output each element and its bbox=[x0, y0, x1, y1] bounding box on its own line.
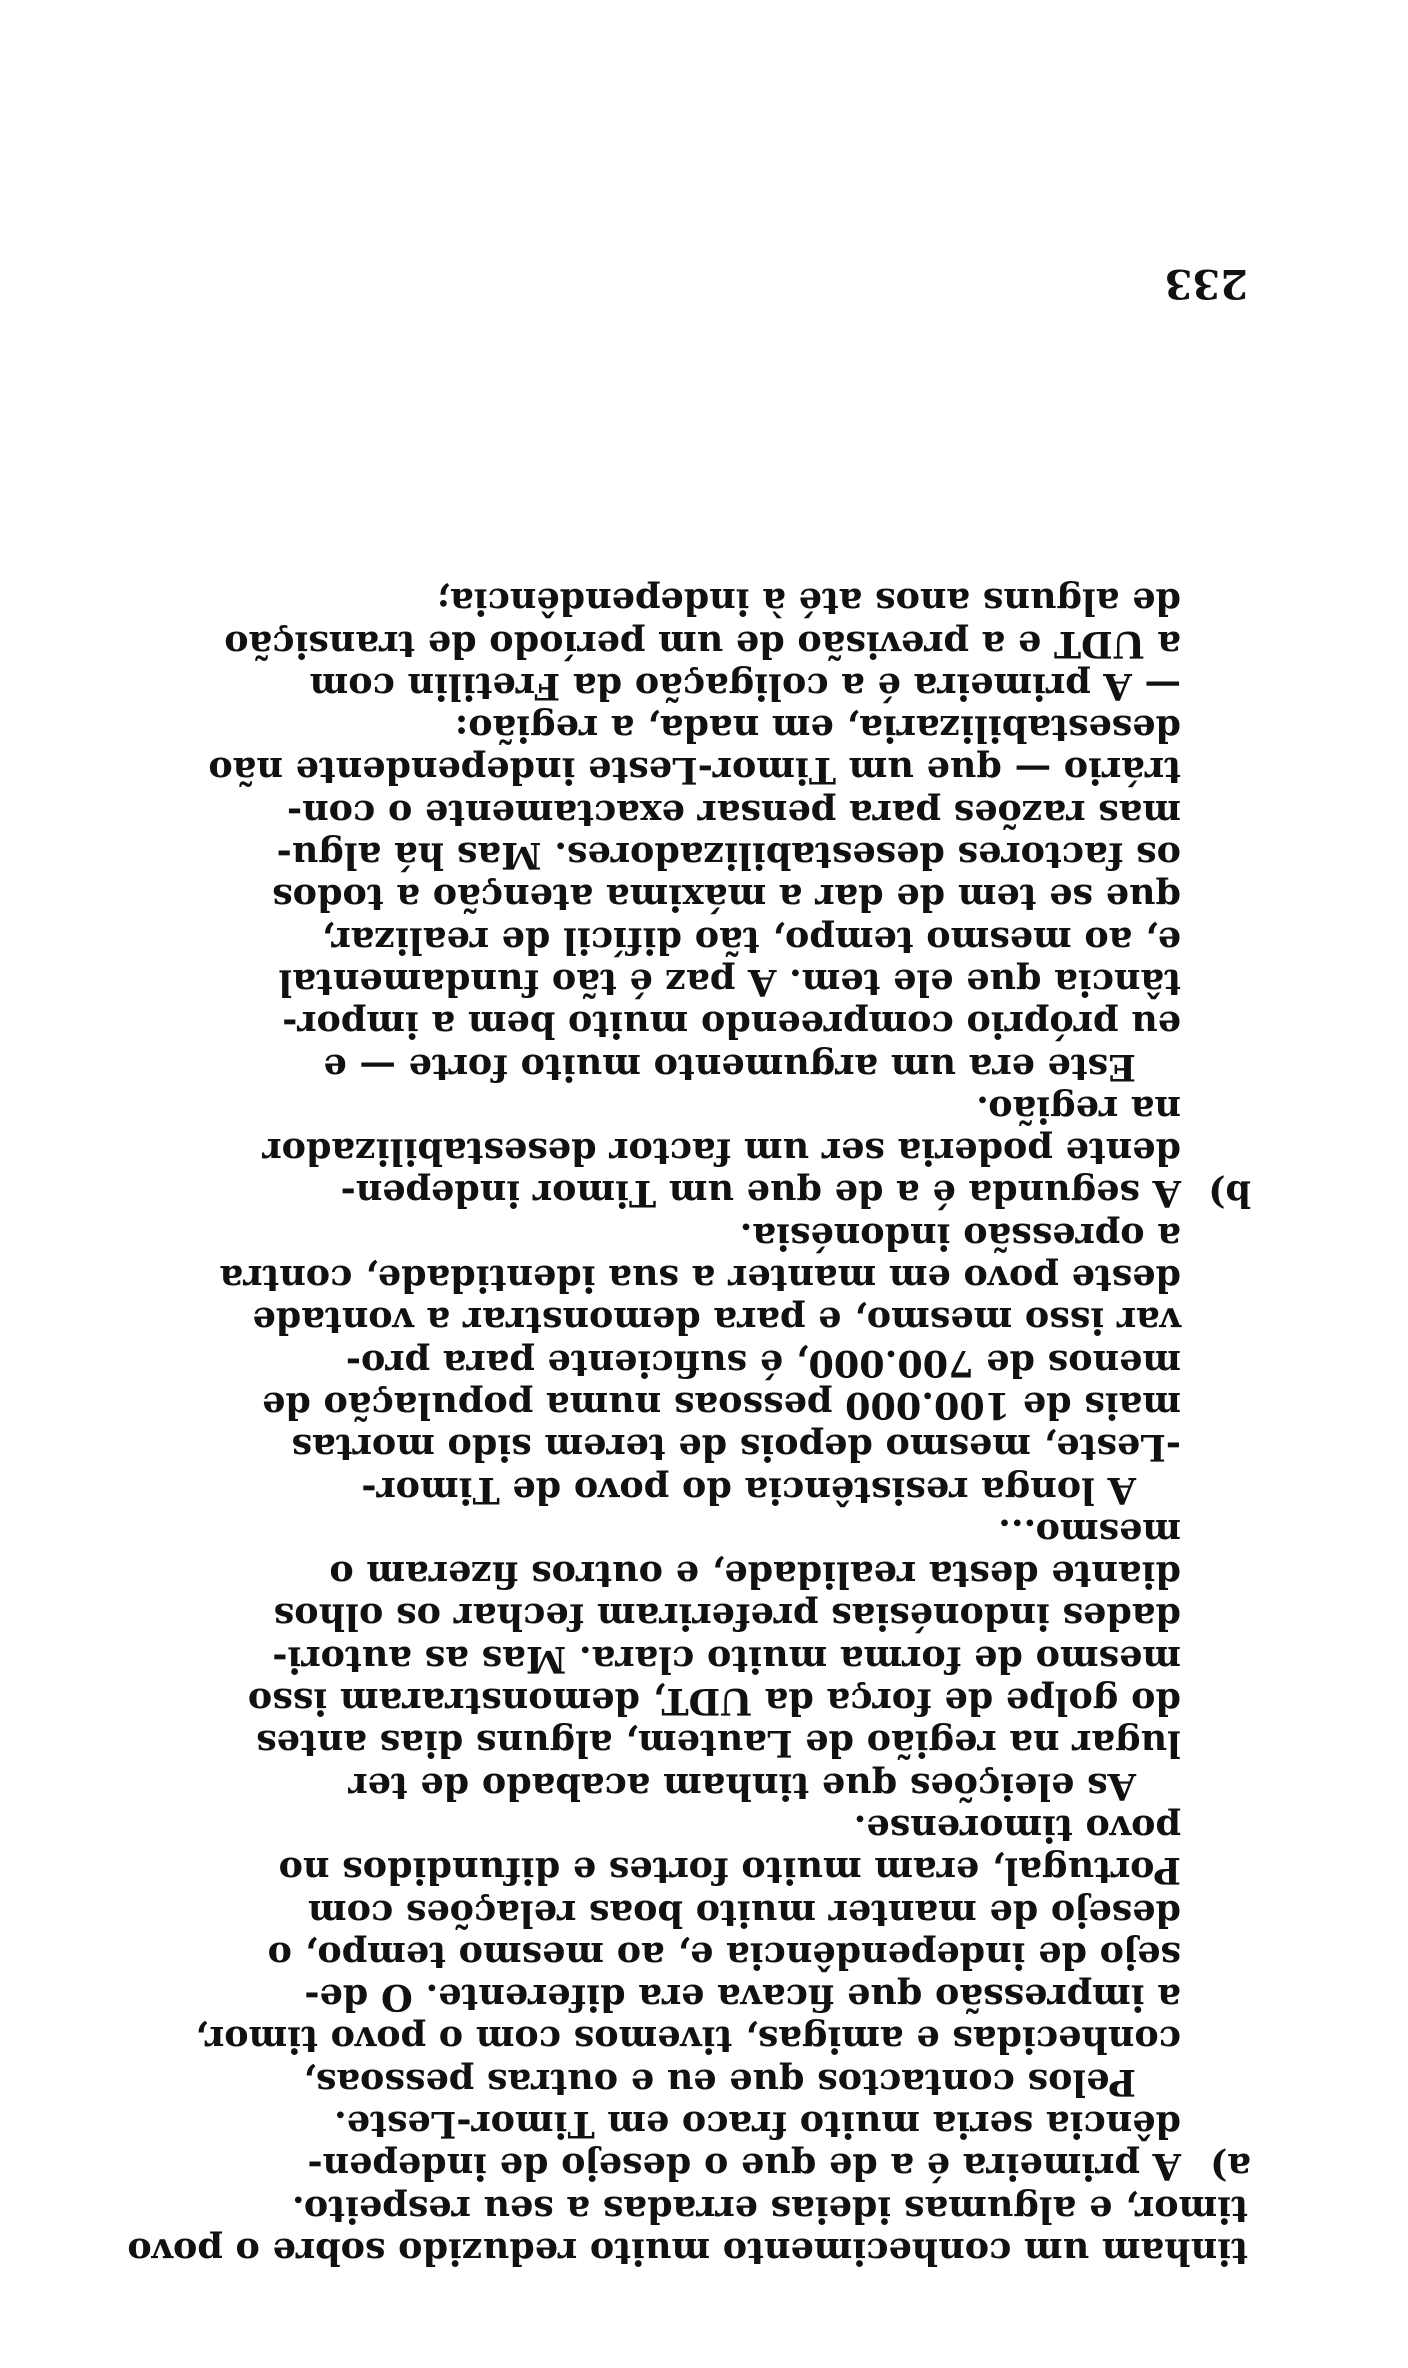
text-line bbox=[292, 1426, 1248, 1468]
page-number: 233 bbox=[1164, 260, 1248, 307]
text-line bbox=[195, 2018, 1248, 2060]
text-line-content: lugar na região de Lautem, alguns dias antes bbox=[256, 1722, 1181, 1766]
text-line bbox=[277, 834, 1248, 876]
text-line bbox=[324, 1045, 1249, 1087]
text-line bbox=[127, 2230, 1248, 2272]
text-line-content: mesmo de forma muito clara. Mas as autori- bbox=[272, 1637, 1181, 1681]
text-line bbox=[282, 1003, 1248, 1045]
text-line bbox=[334, 2103, 1248, 2145]
text-line-content: povo timorense. bbox=[853, 1807, 1181, 1850]
text-line-content: diante desta realidade, e outros fizeram o bbox=[329, 1553, 1181, 1597]
text-line bbox=[307, 2145, 1251, 2189]
text-line-content: dente poderia ser um factor desestabilizador bbox=[262, 1130, 1181, 1174]
text-line-content: eu próprio compreendo muito bem a impor- bbox=[282, 1003, 1181, 1047]
text-line bbox=[208, 749, 1248, 791]
text-line-content: a UDT e a previsão de um período de transição bbox=[224, 622, 1181, 666]
text-line bbox=[303, 2061, 1248, 2103]
text-line-content: e, ao mesmo tempo, tão difícil de realizar, bbox=[321, 918, 1181, 962]
text-line bbox=[279, 961, 1248, 1003]
text-line-content: mesmo... bbox=[998, 1510, 1181, 1554]
text-line-content: a impressão que ficava era diferente. O de- bbox=[304, 1976, 1181, 2020]
text-line bbox=[220, 1257, 1248, 1299]
text-line bbox=[321, 918, 1248, 960]
text-line-content: desestabilizaria, em nada, a região: bbox=[454, 707, 1181, 751]
text-line-content: dência seria muito fraco em Timor-Leste. bbox=[334, 2103, 1181, 2147]
text-line-content: desejo de manter muito boas relações com bbox=[308, 1891, 1181, 1935]
text-line bbox=[361, 1468, 1248, 1510]
text-line-content: mas razões para pensar exactamente o con- bbox=[287, 791, 1181, 835]
text-line-content: tinham um conhecimento muito reduzido sobre o povo bbox=[127, 2230, 1248, 2273]
text-line bbox=[279, 1849, 1248, 1891]
text-line-content: var isso mesmo, e para demonstrar a vontade bbox=[252, 1299, 1181, 1343]
text-line-content: deste povo em manter a sua identidade, contra bbox=[219, 1257, 1181, 1301]
text-line-content: do golpe de força da UDT, demonstraram isso bbox=[247, 1680, 1181, 1724]
text-line bbox=[346, 1341, 1248, 1383]
text-line-content: conhecidas e amigas, tivemos com o povo timor, bbox=[194, 2018, 1181, 2062]
text-line bbox=[292, 2187, 1248, 2229]
text-line-content: Este era um argumento muito forte — e bbox=[323, 1045, 1136, 1089]
text-line-content: mais de 100.000 pessoas numa população de bbox=[262, 1384, 1181, 1427]
text-line-content: A primeira é a de que o desejo de indepen- bbox=[307, 2145, 1181, 2189]
text-line bbox=[262, 1130, 1248, 1172]
text-line bbox=[437, 580, 1248, 622]
text-line bbox=[272, 1638, 1248, 1680]
text-line bbox=[268, 1934, 1248, 1976]
text-line-content: os factores desestabilizadores. Mas há algu- bbox=[276, 834, 1181, 878]
text-line-content: — A primeira é a coligação da Fretilin com bbox=[309, 664, 1181, 708]
text-line-content: Pelos contactos que eu e outras pessoas, bbox=[303, 2060, 1136, 2104]
text-line bbox=[340, 1172, 1251, 1216]
text-line bbox=[287, 792, 1248, 834]
text-line bbox=[976, 1088, 1248, 1130]
text-line bbox=[272, 876, 1248, 918]
text-line bbox=[262, 1384, 1248, 1426]
text-line-content: As eleições que tinham acabado de ter bbox=[348, 1764, 1136, 1808]
text-line-content: timor, e algumas ideias erradas a seu respeito. bbox=[291, 2187, 1248, 2231]
text-line-content: sejo de independência e, ao mesmo tempo, o bbox=[267, 1933, 1181, 1977]
text-line-content: que se tem de dar a máxima atenção a todos bbox=[272, 876, 1181, 920]
text-line bbox=[329, 1553, 1248, 1595]
text-line-content: -Leste, mesmo depois de terem sido mortas bbox=[291, 1426, 1181, 1470]
text-line bbox=[348, 1764, 1248, 1806]
text-line-content: tância que ele tem. A paz é tão fundamental bbox=[278, 961, 1181, 1004]
text-line-content: dades indonésias preferiram fechar os olhos bbox=[273, 1595, 1181, 1639]
text-line bbox=[248, 1680, 1248, 1722]
text-line-content: A segunda é a de que um Timor indepen- bbox=[340, 1172, 1181, 1216]
text-line-content: trário — que um Timor-Leste independente não bbox=[208, 749, 1181, 793]
list-item-label: b) bbox=[1208, 1172, 1251, 1216]
text-line-content: de alguns anos até à independência; bbox=[436, 580, 1181, 624]
text-line bbox=[224, 622, 1248, 664]
text-line bbox=[304, 1976, 1248, 2018]
text-line bbox=[310, 665, 1248, 707]
list-item-label: a) bbox=[1210, 2145, 1251, 2189]
text-line bbox=[998, 1511, 1248, 1553]
text-line-content: menos de 700.000, é suficiente para pro- bbox=[345, 1341, 1181, 1385]
text-line-content: na região. bbox=[976, 1087, 1181, 1131]
text-line bbox=[455, 707, 1248, 749]
text-line bbox=[253, 1299, 1248, 1341]
text-line bbox=[854, 1807, 1248, 1849]
text-line bbox=[274, 1595, 1248, 1637]
text-line-content: A longa resistência do povo de Timor- bbox=[361, 1468, 1136, 1512]
text-line bbox=[256, 1722, 1248, 1764]
text-line-content: a opressão indonésia. bbox=[739, 1214, 1181, 1258]
text-line bbox=[740, 1215, 1248, 1257]
text-line-content: Portugal, eram muito fortes e difundidos no bbox=[278, 1849, 1181, 1893]
text-line bbox=[308, 1891, 1248, 1933]
